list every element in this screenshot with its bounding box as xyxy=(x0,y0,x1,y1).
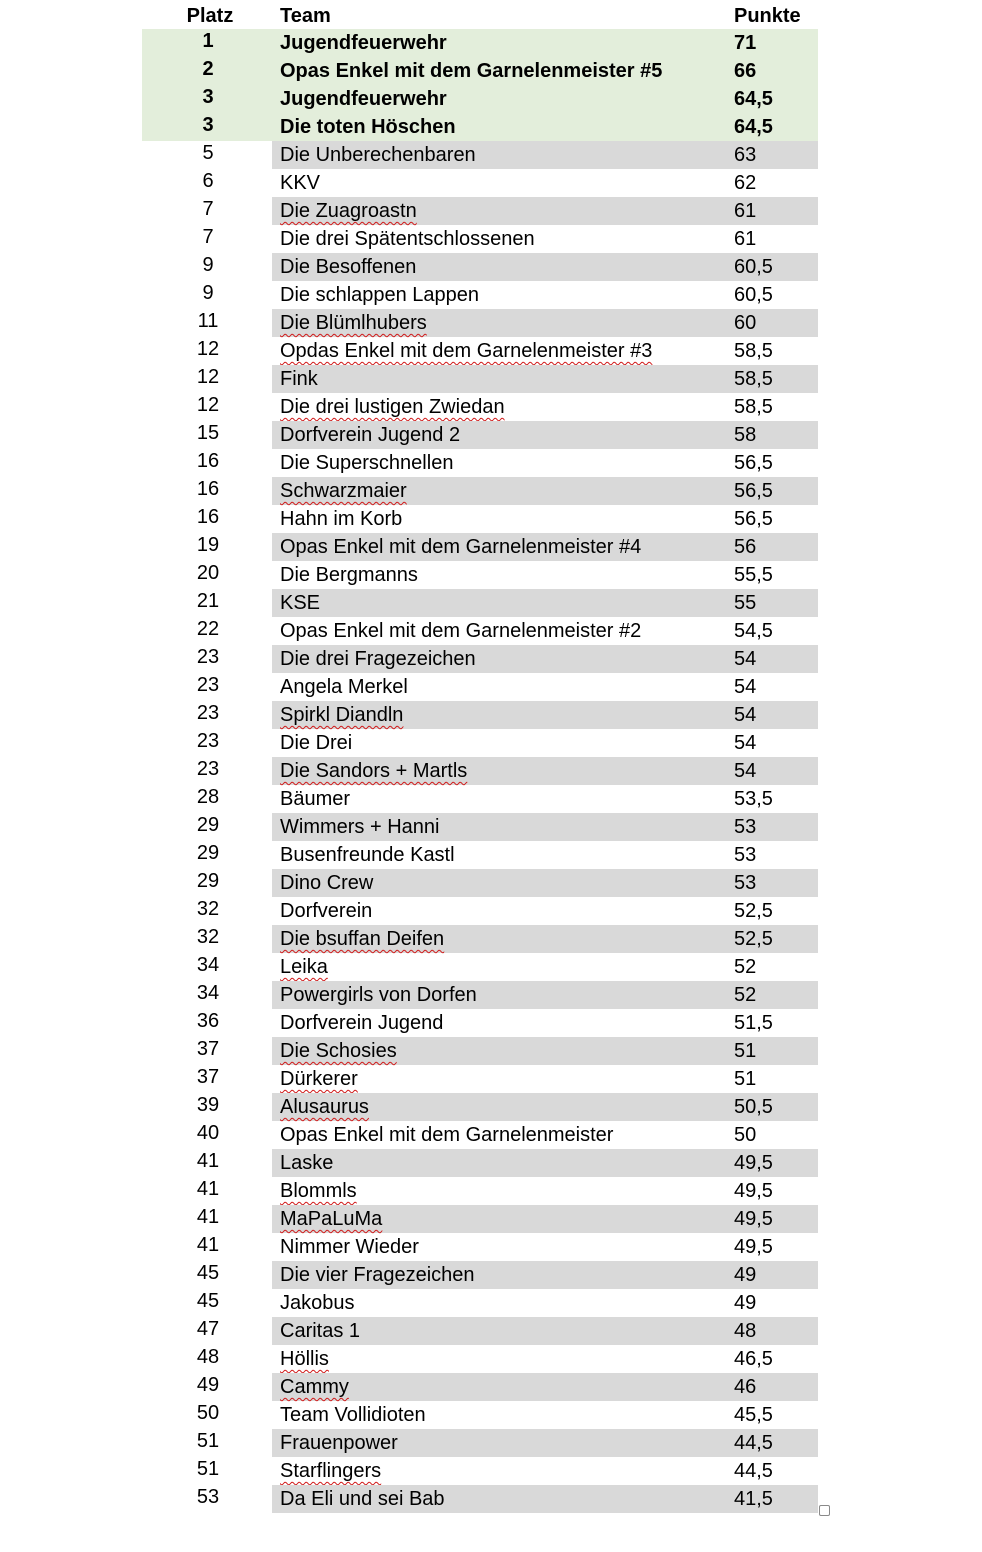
cell-platz: 41 xyxy=(196,1178,220,1200)
cell-punkte: 58,5 xyxy=(734,340,773,362)
cell-team: KSE xyxy=(280,592,321,614)
table-row[interactable] xyxy=(142,813,818,841)
table-row[interactable] xyxy=(142,869,818,897)
cell-platz: 1 xyxy=(202,30,214,52)
table-row[interactable] xyxy=(142,589,818,617)
cell-team: Opdas Enkel mit dem Garnelenmeister #3 xyxy=(280,340,653,362)
cell-platz: 29 xyxy=(196,870,220,892)
cell-platz: 5 xyxy=(202,142,214,164)
cell-team: Die Bergmanns xyxy=(280,564,418,586)
cell-punkte: 44,5 xyxy=(734,1432,773,1454)
cell-team: Fink xyxy=(280,368,318,390)
table-row[interactable] xyxy=(142,1289,818,1317)
cell-punkte: 54 xyxy=(734,648,757,670)
cell-platz: 39 xyxy=(196,1094,220,1116)
table-row[interactable] xyxy=(142,365,818,393)
cell-punkte: 60,5 xyxy=(734,256,773,278)
table-row[interactable] xyxy=(142,533,818,561)
table-row[interactable] xyxy=(142,449,818,477)
cell-team: KKV xyxy=(280,172,321,194)
cell-team: MaPaLuMa xyxy=(280,1208,383,1230)
cell-platz: 23 xyxy=(196,702,220,724)
cell-platz: 7 xyxy=(202,198,214,220)
cell-platz: 16 xyxy=(196,506,220,528)
table-row[interactable] xyxy=(142,1485,818,1513)
cell-team: Frauenpower xyxy=(280,1432,398,1454)
table-row[interactable] xyxy=(142,785,818,813)
table-row[interactable] xyxy=(142,309,818,337)
cell-team: Hahn im Korb xyxy=(280,508,403,530)
cell-platz: 3 xyxy=(202,114,214,136)
cell-team: Busenfreunde Kastl xyxy=(280,844,455,866)
table-row[interactable] xyxy=(142,1037,818,1065)
cell-team: Jugendfeuerwehr xyxy=(280,32,447,54)
column-header-punkte[interactable]: Punkte xyxy=(734,5,801,27)
table-row[interactable] xyxy=(142,505,818,533)
cell-platz: 29 xyxy=(196,814,220,836)
cell-team: Die Blümlhubers xyxy=(280,312,427,334)
cell-punkte: 54 xyxy=(734,676,757,698)
table-row[interactable] xyxy=(142,477,818,505)
cell-team: Spirkl Diandln xyxy=(280,704,404,726)
cell-platz: 23 xyxy=(196,758,220,780)
cell-team: Dorfverein xyxy=(280,900,373,922)
column-header-platz[interactable]: Platz xyxy=(186,5,234,27)
cell-team: Wimmers + Hanni xyxy=(280,816,440,838)
cell-team: Leika xyxy=(280,956,328,978)
cell-punkte: 61 xyxy=(734,228,757,250)
cell-platz: 22 xyxy=(196,618,220,640)
cell-platz: 3 xyxy=(202,86,214,108)
cell-punkte: 56,5 xyxy=(734,452,773,474)
table-row[interactable] xyxy=(142,897,818,925)
cell-team: Nimmer Wieder xyxy=(280,1236,419,1258)
table-row[interactable] xyxy=(142,169,818,197)
cell-platz: 16 xyxy=(196,450,220,472)
cell-platz: 12 xyxy=(196,338,220,360)
cell-team: Opas Enkel mit dem Garnelenmeister #2 xyxy=(280,620,642,642)
table-row[interactable] xyxy=(142,1233,818,1261)
cell-punkte: 54 xyxy=(734,732,757,754)
cell-platz: 50 xyxy=(196,1402,220,1424)
cell-team: Blommls xyxy=(280,1180,357,1202)
cell-platz: 7 xyxy=(202,226,214,248)
cell-platz: 12 xyxy=(196,394,220,416)
cell-team: Powergirls von Dorfen xyxy=(280,984,477,1006)
row-background xyxy=(142,29,818,57)
cell-team: Die toten Höschen xyxy=(280,116,456,138)
cell-team: Die Unberechenbaren xyxy=(280,144,476,166)
cell-platz: 45 xyxy=(196,1262,220,1284)
cell-platz: 2 xyxy=(202,58,214,80)
cell-punkte: 50 xyxy=(734,1124,757,1146)
cell-punkte: 54 xyxy=(734,704,757,726)
cell-punkte: 53 xyxy=(734,844,757,866)
table-row[interactable] xyxy=(142,1009,818,1037)
cell-punkte: 58,5 xyxy=(734,396,773,418)
table-row[interactable] xyxy=(142,197,818,225)
table-row[interactable] xyxy=(142,1429,818,1457)
cell-team: Opas Enkel mit dem Garnelenmeister xyxy=(280,1124,614,1146)
cell-punkte: 50,5 xyxy=(734,1096,773,1118)
table-row[interactable] xyxy=(142,57,818,85)
cell-punkte: 53,5 xyxy=(734,788,773,810)
cell-punkte: 44,5 xyxy=(734,1460,773,1482)
cell-punkte: 54,5 xyxy=(734,620,773,642)
cell-team: Die schlappen Lappen xyxy=(280,284,480,306)
cell-platz: 23 xyxy=(196,646,220,668)
table-row[interactable] xyxy=(142,1373,818,1401)
cell-punkte: 60,5 xyxy=(734,284,773,306)
table-row[interactable] xyxy=(142,225,818,253)
cell-platz: 53 xyxy=(196,1486,220,1508)
table-row[interactable] xyxy=(142,1317,818,1345)
cell-punkte: 71 xyxy=(734,32,757,54)
table-row[interactable] xyxy=(142,1121,818,1149)
cell-platz: 23 xyxy=(196,674,220,696)
table-row[interactable] xyxy=(142,1177,818,1205)
cell-punkte: 61 xyxy=(734,200,757,222)
cell-platz: 40 xyxy=(196,1122,220,1144)
cell-punkte: 45,5 xyxy=(734,1404,773,1426)
table-row[interactable] xyxy=(142,701,818,729)
cell-punkte: 55,5 xyxy=(734,564,773,586)
table-resize-handle[interactable] xyxy=(819,1505,830,1516)
cell-punkte: 56 xyxy=(734,536,757,558)
cell-punkte: 49,5 xyxy=(734,1208,773,1230)
cell-platz: 41 xyxy=(196,1234,220,1256)
cell-team: Opas Enkel mit dem Garnelenmeister #5 xyxy=(280,60,663,82)
cell-platz: 48 xyxy=(196,1346,220,1368)
cell-platz: 47 xyxy=(196,1318,220,1340)
cell-team: Bäumer xyxy=(280,788,351,810)
cell-punkte: 51 xyxy=(734,1068,757,1090)
cell-platz: 20 xyxy=(196,562,220,584)
cell-punkte: 58,5 xyxy=(734,368,773,390)
table-row[interactable] xyxy=(142,673,818,701)
cell-team: Die Besoffenen xyxy=(280,256,417,278)
table-row[interactable] xyxy=(142,1065,818,1093)
cell-platz: 15 xyxy=(196,422,220,444)
cell-punkte: 58 xyxy=(734,424,757,446)
cell-team: Die drei lustigen Zwiedan xyxy=(280,396,505,418)
cell-team: Alusaurus xyxy=(280,1096,369,1118)
cell-platz: 19 xyxy=(196,534,220,556)
table-row[interactable] xyxy=(142,729,818,757)
cell-punkte: 52,5 xyxy=(734,900,773,922)
cell-platz: 16 xyxy=(196,478,220,500)
cell-team: Die Schosies xyxy=(280,1040,397,1062)
cell-platz: 51 xyxy=(196,1458,220,1480)
cell-platz: 9 xyxy=(202,282,214,304)
cell-punkte: 51 xyxy=(734,1040,757,1062)
table-row[interactable] xyxy=(142,645,818,673)
cell-team: Laske xyxy=(280,1152,334,1174)
cell-team: Höllis xyxy=(280,1348,329,1370)
table-row[interactable] xyxy=(142,1149,818,1177)
table-row[interactable] xyxy=(142,337,818,365)
cell-team: Die Zuagroastn xyxy=(280,200,417,222)
table-row[interactable] xyxy=(142,757,818,785)
cell-team: Die Drei xyxy=(280,732,353,754)
cell-punkte: 53 xyxy=(734,872,757,894)
cell-platz: 41 xyxy=(196,1206,220,1228)
table-row[interactable] xyxy=(142,1093,818,1121)
cell-platz: 51 xyxy=(196,1430,220,1452)
cell-team: Starflingers xyxy=(280,1460,382,1482)
cell-platz: 12 xyxy=(196,366,220,388)
row-background xyxy=(142,85,818,113)
cell-punkte: 49,5 xyxy=(734,1236,773,1258)
cell-team: Dürkerer xyxy=(280,1068,358,1090)
cell-team: Die drei Fragezeichen xyxy=(280,648,476,670)
cell-team: Opas Enkel mit dem Garnelenmeister #4 xyxy=(280,536,642,558)
cell-punkte: 56,5 xyxy=(734,480,773,502)
cell-platz: 32 xyxy=(196,926,220,948)
cell-punkte: 54 xyxy=(734,760,757,782)
cell-platz: 28 xyxy=(196,786,220,808)
cell-platz: 32 xyxy=(196,898,220,920)
table-row[interactable] xyxy=(142,421,818,449)
cell-punkte: 66 xyxy=(734,60,757,82)
table-row[interactable] xyxy=(142,393,818,421)
cell-punkte: 63 xyxy=(734,144,757,166)
table-row[interactable] xyxy=(142,113,818,141)
table-row[interactable] xyxy=(142,281,818,309)
cell-platz: 41 xyxy=(196,1150,220,1172)
cell-punkte: 55 xyxy=(734,592,757,614)
cell-punkte: 49 xyxy=(734,1292,757,1314)
cell-punkte: 62 xyxy=(734,172,757,194)
cell-platz: 9 xyxy=(202,254,214,276)
cell-team: Da Eli und sei Bab xyxy=(280,1488,445,1510)
table-row[interactable] xyxy=(142,953,818,981)
cell-punkte: 49,5 xyxy=(734,1180,773,1202)
cell-platz: 37 xyxy=(196,1066,220,1088)
cell-team: Die Superschnellen xyxy=(280,452,454,474)
cell-team: Die bsuffan Deifen xyxy=(280,928,445,950)
cell-punkte: 64,5 xyxy=(734,116,773,138)
cell-team: Jugendfeuerwehr xyxy=(280,88,447,110)
cell-team: Die drei Spätentschlossenen xyxy=(280,228,535,250)
cell-platz: 37 xyxy=(196,1038,220,1060)
table-row[interactable] xyxy=(142,617,818,645)
table-row[interactable] xyxy=(142,561,818,589)
cell-platz: 36 xyxy=(196,1010,220,1032)
cell-team: Jakobus xyxy=(280,1292,355,1314)
cell-platz: 45 xyxy=(196,1290,220,1312)
table-row[interactable] xyxy=(142,1401,818,1429)
table-row[interactable] xyxy=(142,1261,818,1289)
table-row[interactable] xyxy=(142,981,818,1009)
table-row[interactable] xyxy=(142,253,818,281)
row-background xyxy=(142,113,818,141)
table-row[interactable] xyxy=(142,1205,818,1233)
cell-punkte: 46 xyxy=(734,1376,757,1398)
cell-punkte: 48 xyxy=(734,1320,757,1342)
cell-team: Dino Crew xyxy=(280,872,374,894)
cell-punkte: 49 xyxy=(734,1264,757,1286)
cell-punkte: 56,5 xyxy=(734,508,773,530)
cell-team: Cammy xyxy=(280,1376,349,1398)
cell-team: Die Sandors + Martls xyxy=(280,760,468,782)
cell-platz: 29 xyxy=(196,842,220,864)
column-header-team[interactable]: Team xyxy=(280,5,331,27)
cell-punkte: 51,5 xyxy=(734,1012,773,1034)
cell-punkte: 60 xyxy=(734,312,757,334)
cell-platz: 6 xyxy=(202,170,214,192)
table-row[interactable] xyxy=(142,29,818,57)
cell-punkte: 49,5 xyxy=(734,1152,773,1174)
cell-platz: 21 xyxy=(196,590,220,612)
cell-team: Team Vollidioten xyxy=(280,1404,426,1426)
cell-punkte: 52 xyxy=(734,984,757,1006)
table-row[interactable] xyxy=(142,1345,818,1373)
cell-platz: 34 xyxy=(196,982,220,1004)
cell-punkte: 41,5 xyxy=(734,1488,773,1510)
cell-punkte: 64,5 xyxy=(734,88,773,110)
cell-platz: 49 xyxy=(196,1374,220,1396)
cell-punkte: 53 xyxy=(734,816,757,838)
table-row[interactable] xyxy=(142,925,818,953)
cell-platz: 34 xyxy=(196,954,220,976)
cell-team: Schwarzmaier xyxy=(280,480,407,502)
cell-team: Angela Merkel xyxy=(280,676,408,698)
cell-team: Die vier Fragezeichen xyxy=(280,1264,475,1286)
cell-team: Dorfverein Jugend xyxy=(280,1012,444,1034)
cell-punkte: 52 xyxy=(734,956,757,978)
cell-platz: 23 xyxy=(196,730,220,752)
table-row[interactable] xyxy=(142,1457,818,1485)
cell-team: Dorfverein Jugend 2 xyxy=(280,424,461,446)
cell-team: Caritas 1 xyxy=(280,1320,361,1342)
table-row[interactable] xyxy=(142,141,818,169)
cell-punkte: 52,5 xyxy=(734,928,773,950)
table-row[interactable] xyxy=(142,85,818,113)
cell-punkte: 46,5 xyxy=(734,1348,773,1370)
cell-platz: 11 xyxy=(197,310,219,332)
table-row[interactable] xyxy=(142,841,818,869)
